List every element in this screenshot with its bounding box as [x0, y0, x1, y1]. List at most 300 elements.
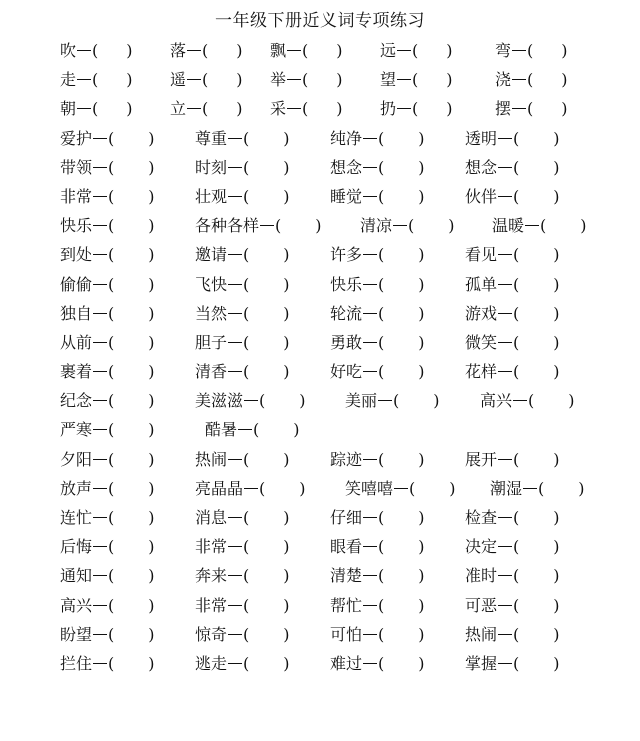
open-paren: ( [378, 362, 385, 382]
item-word: 眼看 [330, 537, 363, 557]
exercise-item [360, 211, 455, 240]
item-word: 飘 [270, 41, 287, 60]
dash [498, 634, 512, 635]
item-word: 浇 [495, 70, 512, 90]
exercise-row [0, 532, 640, 561]
dash [363, 284, 377, 285]
close-paren: ) [148, 420, 155, 440]
exercise-item [60, 620, 155, 649]
dash [93, 342, 107, 343]
close-paren: ) [553, 653, 560, 673]
close-paren: ) [148, 595, 155, 615]
open-paren: ( [108, 362, 115, 382]
open-paren: ( [513, 566, 520, 586]
dash [498, 605, 512, 606]
exercise-item [465, 620, 560, 649]
open-paren: ( [528, 391, 535, 411]
close-paren: ) [553, 362, 560, 382]
exercise-row [0, 240, 640, 269]
dash [363, 254, 377, 255]
dash [363, 663, 377, 664]
exercise-item [170, 36, 243, 65]
item-word: 非常 [195, 537, 228, 557]
item-word: 时刻 [195, 157, 228, 177]
close-paren: ) [418, 624, 425, 644]
exercise-item [195, 474, 306, 503]
exercise-item [195, 328, 290, 357]
open-paren: ( [243, 303, 250, 323]
item-word: 奔来 [195, 566, 228, 586]
dash [187, 108, 201, 109]
item-word: 热闹 [195, 449, 228, 469]
dash [93, 575, 107, 576]
exercise-item [60, 415, 155, 444]
page-title: 一年级下册近义词专项练习 [215, 11, 425, 31]
close-paren: ) [283, 595, 290, 615]
exercise-row [0, 561, 640, 590]
exercise-item [465, 503, 560, 532]
close-paren: ) [553, 128, 560, 148]
close-paren: ) [148, 391, 155, 411]
open-paren: ( [378, 245, 385, 265]
open-paren: ( [378, 537, 385, 557]
dash [363, 138, 377, 139]
dash [512, 79, 526, 80]
item-word: 想念 [330, 157, 363, 177]
dash [363, 546, 377, 547]
item-word: 轮流 [330, 303, 363, 323]
item-word: 清楚 [330, 566, 363, 586]
close-paren: ) [293, 420, 300, 440]
item-word: 夕阳 [60, 449, 93, 469]
exercise-item [465, 153, 560, 182]
exercise-item [465, 124, 560, 153]
open-paren: ( [527, 99, 534, 119]
close-paren: ) [148, 274, 155, 294]
exercise-item [330, 328, 425, 357]
dash [93, 196, 107, 197]
item-word: 邀请 [195, 245, 228, 265]
exercise-item [330, 561, 425, 590]
exercise-item [490, 474, 585, 503]
open-paren: ( [243, 595, 250, 615]
exercise-item [495, 65, 568, 94]
exercise-item [60, 591, 155, 620]
dash [93, 634, 107, 635]
close-paren: ) [283, 186, 290, 206]
dash [93, 284, 107, 285]
open-paren: ( [108, 303, 115, 323]
exercise-item [60, 36, 133, 65]
close-paren: ) [299, 391, 306, 411]
dash [93, 400, 107, 401]
dash [287, 50, 301, 51]
item-word: 落 [170, 41, 187, 60]
item-word: 独自 [60, 303, 93, 323]
open-paren: ( [513, 186, 520, 206]
exercise-row [0, 445, 640, 474]
open-paren: ( [378, 157, 385, 177]
close-paren: ) [336, 70, 343, 90]
close-paren: ) [148, 128, 155, 148]
exercise-item [492, 211, 587, 240]
exercise-row [0, 153, 640, 182]
item-word: 帮忙 [330, 595, 363, 615]
close-paren: ) [448, 216, 455, 236]
dash [363, 371, 377, 372]
dash [187, 50, 201, 51]
open-paren: ( [513, 128, 520, 148]
close-paren: ) [148, 216, 155, 236]
close-paren: ) [449, 478, 456, 498]
dash [93, 517, 107, 518]
dash [77, 108, 91, 109]
dash [228, 634, 242, 635]
close-paren: ) [315, 216, 322, 236]
open-paren: ( [108, 595, 115, 615]
open-paren: ( [513, 653, 520, 673]
item-word: 美丽 [345, 391, 378, 411]
item-word: 胆子 [195, 332, 228, 352]
item-word: 举 [270, 70, 287, 90]
exercise-row [0, 386, 640, 415]
item-word: 可恶 [465, 595, 498, 615]
dash [498, 254, 512, 255]
exercise-row [0, 211, 640, 240]
item-word: 走 [60, 70, 77, 90]
item-word: 美滋滋 [195, 391, 244, 411]
open-paren: ( [108, 216, 115, 236]
exercise-item [380, 94, 453, 123]
item-word: 温暖 [492, 216, 525, 236]
exercise-row [0, 328, 640, 357]
exercise-item [60, 357, 155, 386]
exercise-item [60, 445, 155, 474]
open-paren: ( [393, 391, 400, 411]
item-word: 踪迹 [330, 449, 363, 469]
close-paren: ) [553, 245, 560, 265]
close-paren: ) [283, 245, 290, 265]
exercise-item [60, 153, 155, 182]
close-paren: ) [148, 186, 155, 206]
exercise-item [330, 591, 425, 620]
open-paren: ( [243, 537, 250, 557]
open-paren: ( [243, 274, 250, 294]
dash [498, 546, 512, 547]
exercise-item [195, 299, 290, 328]
exercise-item [330, 503, 425, 532]
dash [498, 138, 512, 139]
dash [498, 663, 512, 664]
item-word: 弯 [495, 41, 512, 60]
open-paren: ( [92, 70, 99, 90]
close-paren: ) [283, 566, 290, 586]
dash [378, 400, 392, 401]
item-word: 准时 [465, 566, 498, 586]
dash [512, 50, 526, 51]
item-word: 到处 [60, 245, 93, 265]
exercise-item [465, 532, 560, 561]
exercise-item [60, 65, 133, 94]
exercise-item [465, 357, 560, 386]
item-word: 勇敢 [330, 332, 363, 352]
item-word: 高兴 [480, 391, 513, 411]
close-paren: ) [418, 537, 425, 557]
exercise-item [465, 240, 560, 269]
dash [498, 517, 512, 518]
open-paren: ( [253, 420, 260, 440]
open-paren: ( [108, 537, 115, 557]
open-paren: ( [302, 41, 309, 60]
exercise-item [195, 240, 290, 269]
open-paren: ( [243, 245, 250, 265]
exercise-item [60, 211, 155, 240]
exercise-item [60, 386, 155, 415]
item-word: 后悔 [60, 537, 93, 557]
item-word: 望 [380, 70, 397, 90]
item-word: 许多 [330, 245, 363, 265]
exercise-item [465, 328, 560, 357]
exercise-row [0, 124, 640, 153]
exercise-item [330, 532, 425, 561]
item-word: 各种各样 [195, 216, 260, 236]
dash [228, 575, 242, 576]
exercise-row [0, 503, 640, 532]
close-paren: ) [446, 70, 453, 90]
dash [363, 459, 377, 460]
exercise-item [195, 591, 290, 620]
dash [397, 79, 411, 80]
open-paren: ( [108, 449, 115, 469]
open-paren: ( [108, 624, 115, 644]
exercise-item [205, 415, 300, 444]
close-paren: ) [561, 41, 568, 60]
open-paren: ( [243, 508, 250, 527]
open-paren: ( [513, 157, 520, 177]
dash [363, 342, 377, 343]
open-paren: ( [108, 332, 115, 352]
item-word: 严寒 [60, 420, 93, 440]
close-paren: ) [553, 508, 560, 527]
dash [260, 225, 274, 226]
exercise-row [0, 299, 640, 328]
open-paren: ( [378, 508, 385, 527]
close-paren: ) [283, 128, 290, 148]
item-word: 扔 [380, 99, 397, 119]
dash [77, 50, 91, 51]
item-word: 拦住 [60, 653, 93, 673]
exercise-item [195, 649, 290, 678]
close-paren: ) [148, 362, 155, 382]
exercise-row [0, 270, 640, 299]
dash [287, 108, 301, 109]
item-word: 花样 [465, 362, 498, 382]
dash [93, 313, 107, 314]
dash [228, 196, 242, 197]
dash [363, 517, 377, 518]
open-paren: ( [108, 245, 115, 265]
exercise-item [195, 503, 290, 532]
close-paren: ) [418, 362, 425, 382]
item-word: 透明 [465, 128, 498, 148]
close-paren: ) [553, 566, 560, 586]
dash [187, 79, 201, 80]
close-paren: ) [553, 449, 560, 469]
exercise-row [0, 620, 640, 649]
close-paren: ) [148, 245, 155, 265]
open-paren: ( [408, 216, 415, 236]
close-paren: ) [283, 332, 290, 352]
exercise-item [330, 620, 425, 649]
dash [512, 108, 526, 109]
open-paren: ( [259, 391, 266, 411]
open-paren: ( [513, 245, 520, 265]
item-word: 爱护 [60, 128, 93, 148]
open-paren: ( [412, 41, 419, 60]
exercise-item [330, 357, 425, 386]
exercise-item [60, 561, 155, 590]
exercise-item [60, 240, 155, 269]
close-paren: ) [148, 157, 155, 177]
dash [244, 400, 258, 401]
open-paren: ( [243, 653, 250, 673]
open-paren: ( [378, 186, 385, 206]
dash [93, 663, 107, 664]
exercise-item [330, 153, 425, 182]
close-paren: ) [418, 653, 425, 673]
open-paren: ( [513, 303, 520, 323]
exercise-item [465, 182, 560, 211]
dash [363, 167, 377, 168]
open-paren: ( [513, 508, 520, 527]
dash [393, 225, 407, 226]
item-word: 仔细 [330, 508, 363, 527]
open-paren: ( [378, 566, 385, 586]
close-paren: ) [283, 362, 290, 382]
exercise-item [60, 182, 155, 211]
dash [228, 167, 242, 168]
close-paren: ) [283, 508, 290, 527]
open-paren: ( [378, 128, 385, 148]
close-paren: ) [148, 566, 155, 586]
exercise-item [495, 36, 568, 65]
open-paren: ( [108, 157, 115, 177]
open-paren: ( [243, 362, 250, 382]
exercise-item [270, 94, 343, 123]
dash [228, 459, 242, 460]
close-paren: ) [553, 332, 560, 352]
item-word: 纪念 [60, 391, 93, 411]
item-word: 难过 [330, 653, 363, 673]
exercise-item [195, 445, 290, 474]
open-paren: ( [513, 332, 520, 352]
open-paren: ( [378, 274, 385, 294]
open-paren: ( [378, 653, 385, 673]
dash [228, 517, 242, 518]
exercise-row [0, 94, 640, 123]
item-word: 朝 [60, 99, 77, 119]
close-paren: ) [418, 508, 425, 527]
item-word: 微笑 [465, 332, 498, 352]
exercise-row [0, 649, 640, 678]
exercise-item [465, 649, 560, 678]
exercise-row [0, 415, 640, 444]
item-word: 裹着 [60, 362, 93, 382]
open-paren: ( [108, 391, 115, 411]
open-paren: ( [409, 478, 416, 498]
open-paren: ( [92, 99, 99, 119]
close-paren: ) [148, 449, 155, 469]
item-word: 远 [380, 41, 397, 60]
dash [363, 313, 377, 314]
dash [228, 254, 242, 255]
open-paren: ( [108, 420, 115, 440]
open-paren: ( [302, 99, 309, 119]
dash [287, 79, 301, 80]
dash [363, 575, 377, 576]
dash [228, 546, 242, 547]
dash [93, 459, 107, 460]
item-word: 尊重 [195, 128, 228, 148]
close-paren: ) [283, 653, 290, 673]
item-word: 孤单 [465, 274, 498, 294]
exercise-item [60, 124, 155, 153]
close-paren: ) [418, 303, 425, 323]
exercise-item [330, 270, 425, 299]
dash [93, 605, 107, 606]
open-paren: ( [378, 303, 385, 323]
dash [228, 663, 242, 664]
close-paren: ) [299, 478, 306, 498]
open-paren: ( [243, 157, 250, 177]
exercise-row [0, 591, 640, 620]
close-paren: ) [283, 537, 290, 557]
open-paren: ( [378, 449, 385, 469]
item-word: 快乐 [60, 216, 93, 236]
open-paren: ( [243, 449, 250, 469]
close-paren: ) [553, 303, 560, 323]
close-paren: ) [553, 157, 560, 177]
open-paren: ( [202, 41, 209, 60]
item-word: 从前 [60, 332, 93, 352]
close-paren: ) [580, 216, 587, 236]
dash [363, 634, 377, 635]
dash [498, 313, 512, 314]
open-paren: ( [108, 274, 115, 294]
item-word: 消息 [195, 508, 228, 527]
dash [228, 605, 242, 606]
exercise-item [195, 386, 306, 415]
item-word: 想念 [465, 157, 498, 177]
close-paren: ) [148, 478, 155, 498]
open-paren: ( [243, 566, 250, 586]
item-word: 清香 [195, 362, 228, 382]
item-word: 展开 [465, 449, 498, 469]
dash [363, 196, 377, 197]
item-word: 高兴 [60, 595, 93, 615]
close-paren: ) [236, 41, 243, 60]
item-word: 壮观 [195, 186, 228, 206]
dash [523, 488, 537, 489]
open-paren: ( [513, 595, 520, 615]
exercise-item [330, 240, 425, 269]
close-paren: ) [283, 274, 290, 294]
item-word: 清凉 [360, 216, 393, 236]
item-word: 可怕 [330, 624, 363, 644]
open-paren: ( [108, 186, 115, 206]
exercise-item [345, 386, 440, 415]
dash [397, 50, 411, 51]
